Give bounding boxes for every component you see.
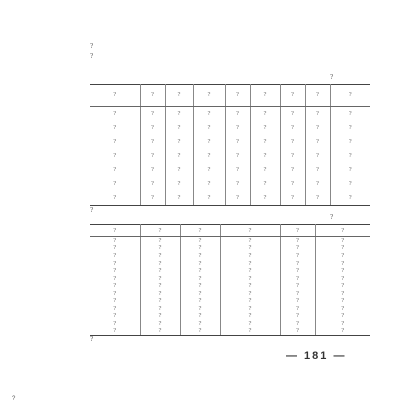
section-heading <box>90 42 310 64</box>
table-cell: ? <box>180 275 220 283</box>
table-cell: ? <box>330 149 370 163</box>
table-cell: ? <box>280 163 305 177</box>
table-cell: ? <box>220 290 280 298</box>
table-row <box>90 245 370 253</box>
table-row <box>90 163 370 177</box>
table-row <box>90 312 370 320</box>
table-cell: ? <box>315 282 370 290</box>
table-cell: ? <box>280 177 305 191</box>
table-cell: ? <box>180 267 220 275</box>
table-cell: ? <box>250 121 280 135</box>
table-cell: ? <box>280 252 315 260</box>
table-cell: ? <box>140 106 165 121</box>
column-header: ? <box>193 85 225 107</box>
column-header: ? <box>140 85 165 107</box>
column-header: ? <box>280 85 305 107</box>
table-cell: ? <box>330 121 370 135</box>
table-cell: ? <box>140 163 165 177</box>
table-cell: ? <box>315 320 370 328</box>
table-cell: ? <box>280 312 315 320</box>
table-cell: ? <box>165 135 193 149</box>
table-cell: ? <box>280 191 305 206</box>
table-cell: ? <box>140 305 180 313</box>
row-label-cell: ? <box>90 305 140 313</box>
table-row <box>90 191 370 206</box>
table-cell: ? <box>225 149 250 163</box>
column-header: ? <box>315 225 370 237</box>
table-cell: ? <box>280 297 315 305</box>
table-1-number: ? <box>330 74 334 81</box>
column-header: ? <box>165 85 193 107</box>
table-cell: ? <box>140 252 180 260</box>
table-cell: ? <box>330 106 370 121</box>
column-header: ? <box>225 85 250 107</box>
table-cell: ? <box>220 260 280 268</box>
table-cell: ? <box>315 245 370 253</box>
table-cell: ? <box>180 237 220 245</box>
table-2-number: ? <box>330 214 334 221</box>
row-label-cell: ? <box>90 327 140 335</box>
table-cell: ? <box>180 320 220 328</box>
row-label-cell: ? <box>90 237 140 245</box>
table-cell: ? <box>330 191 370 206</box>
table-cell: ? <box>140 191 165 206</box>
table-cell: ? <box>280 121 305 135</box>
table-cell: ? <box>193 135 225 149</box>
table-cell: ? <box>193 177 225 191</box>
table-cell: ? <box>280 245 315 253</box>
table-cell: ? <box>193 163 225 177</box>
table-cell: ? <box>280 106 305 121</box>
table-cell: ? <box>180 245 220 253</box>
row-label-cell: ? <box>90 149 140 163</box>
column-header: ? <box>305 85 330 107</box>
table-cell: ? <box>193 191 225 206</box>
table-cell: ? <box>220 252 280 260</box>
table-2-caption: ? <box>90 207 95 214</box>
table-row <box>90 237 370 245</box>
column-header: ? <box>140 225 180 237</box>
table-cell: ? <box>225 163 250 177</box>
table-cell: ? <box>280 135 305 149</box>
table-cell: ? <box>315 252 370 260</box>
table-row <box>90 135 370 149</box>
composition-table <box>90 84 370 206</box>
table-cell: ? <box>280 320 315 328</box>
row-label-cell: ? <box>90 121 140 135</box>
table-cell: ? <box>280 267 315 275</box>
column-header: ? <box>180 225 220 237</box>
table-cell: ? <box>225 135 250 149</box>
table-cell: ? <box>280 275 315 283</box>
table-cell: ? <box>220 297 280 305</box>
table-cell: ? <box>280 290 315 298</box>
table-cell: ? <box>315 305 370 313</box>
row-label-cell: ? <box>90 252 140 260</box>
table-cell: ? <box>140 177 165 191</box>
table-row <box>90 106 370 121</box>
table-cell: ? <box>225 106 250 121</box>
table-cell: ? <box>305 177 330 191</box>
table-cell: ? <box>280 305 315 313</box>
table-cell: ? <box>220 305 280 313</box>
table-cell: ? <box>225 121 250 135</box>
table-cell: ? <box>165 163 193 177</box>
column-header: ? <box>330 85 370 107</box>
table-cell: ? <box>140 121 165 135</box>
table-row <box>90 177 370 191</box>
table-cell: ? <box>140 149 165 163</box>
table-cell: ? <box>193 149 225 163</box>
table-footnote: ? <box>90 336 95 343</box>
table-cell: ? <box>250 177 280 191</box>
table-cell: ? <box>280 260 315 268</box>
table-cell: ? <box>140 135 165 149</box>
table-row <box>90 305 370 313</box>
row-label-cell: ? <box>90 297 140 305</box>
table-cell: ? <box>330 177 370 191</box>
table-cell: ? <box>280 282 315 290</box>
table-cell: ? <box>305 121 330 135</box>
table-row <box>90 252 370 260</box>
row-label-cell: ? <box>90 191 140 206</box>
heading-line-2: ? <box>90 53 95 60</box>
table-row <box>90 320 370 328</box>
table-cell: ? <box>140 290 180 298</box>
table-cell: ? <box>305 149 330 163</box>
table-cell: ? <box>180 312 220 320</box>
table-cell: ? <box>140 267 180 275</box>
table-cell: ? <box>220 275 280 283</box>
table-cell: ? <box>165 121 193 135</box>
table-cell: ? <box>180 252 220 260</box>
table-cell: ? <box>140 312 180 320</box>
row-label-cell: ? <box>90 290 140 298</box>
row-label-cell: ? <box>90 135 140 149</box>
table-cell: ? <box>140 237 180 245</box>
table-cell: ? <box>280 237 315 245</box>
heat-treatment-table <box>90 224 370 336</box>
table-cell: ? <box>180 327 220 335</box>
table-cell: ? <box>250 149 280 163</box>
table-cell: ? <box>315 267 370 275</box>
table-row <box>90 275 370 283</box>
row-label-cell: ? <box>90 245 140 253</box>
table-cell: ? <box>165 106 193 121</box>
table-row <box>90 327 370 335</box>
table-cell: ? <box>140 275 180 283</box>
table-cell: ? <box>305 135 330 149</box>
row-label-cell: ? <box>90 106 140 121</box>
table-cell: ? <box>140 327 180 335</box>
table-cell: ? <box>250 106 280 121</box>
table-row <box>90 121 370 135</box>
row-label-cell: ? <box>90 275 140 283</box>
table-cell: ? <box>193 106 225 121</box>
table-cell: ? <box>220 267 280 275</box>
table-cell: ? <box>330 135 370 149</box>
table-cell: ? <box>165 149 193 163</box>
table-row <box>90 290 370 298</box>
table-cell: ? <box>315 275 370 283</box>
row-label-cell: ? <box>90 163 140 177</box>
row-label-cell: ? <box>90 267 140 275</box>
table-cell: ? <box>315 290 370 298</box>
row-label-cell: ? <box>90 320 140 328</box>
column-header: ? <box>220 225 280 237</box>
table-cell: ? <box>180 297 220 305</box>
table-cell: ? <box>315 297 370 305</box>
column-header: ? <box>90 225 140 237</box>
table-cell: ? <box>220 312 280 320</box>
table-cell: ? <box>250 191 280 206</box>
table-cell: ? <box>305 106 330 121</box>
table-cell: ? <box>315 260 370 268</box>
row-label-cell: ? <box>90 282 140 290</box>
pdf-watermark: ? <box>12 396 17 402</box>
table-cell: ? <box>220 320 280 328</box>
table-cell: ? <box>180 305 220 313</box>
table-cell: ? <box>165 191 193 206</box>
table-cell: ? <box>220 237 280 245</box>
column-header: ? <box>90 85 140 107</box>
table-cell: ? <box>225 191 250 206</box>
column-header: ? <box>250 85 280 107</box>
table-row <box>90 149 370 163</box>
table-cell: ? <box>180 290 220 298</box>
table-cell: ? <box>193 121 225 135</box>
table-cell: ? <box>315 327 370 335</box>
table-cell: ? <box>280 327 315 335</box>
table-cell: ? <box>165 177 193 191</box>
table-cell: ? <box>220 327 280 335</box>
table-cell: ? <box>140 245 180 253</box>
row-label-cell: ? <box>90 312 140 320</box>
table-cell: ? <box>220 245 280 253</box>
table-cell: ? <box>180 260 220 268</box>
heading-line-1: ? <box>90 43 95 50</box>
table-row <box>90 282 370 290</box>
table-cell: ? <box>315 237 370 245</box>
table-row <box>90 297 370 305</box>
table-cell: ? <box>305 191 330 206</box>
table-cell: ? <box>140 320 180 328</box>
table-cell: ? <box>250 163 280 177</box>
column-header: ? <box>280 225 315 237</box>
table-cell: ? <box>280 149 305 163</box>
table-cell: ? <box>140 282 180 290</box>
table-cell: ? <box>330 163 370 177</box>
table-cell: ? <box>140 297 180 305</box>
table-cell: ? <box>305 163 330 177</box>
table-row <box>90 267 370 275</box>
row-label-cell: ? <box>90 260 140 268</box>
table-cell: ? <box>250 135 280 149</box>
table-row <box>90 260 370 268</box>
table-cell: ? <box>220 282 280 290</box>
table-cell: ? <box>225 177 250 191</box>
page-number: — 181 — <box>286 350 347 362</box>
table-cell: ? <box>315 312 370 320</box>
table-cell: ? <box>140 260 180 268</box>
table-cell: ? <box>180 282 220 290</box>
row-label-cell: ? <box>90 177 140 191</box>
